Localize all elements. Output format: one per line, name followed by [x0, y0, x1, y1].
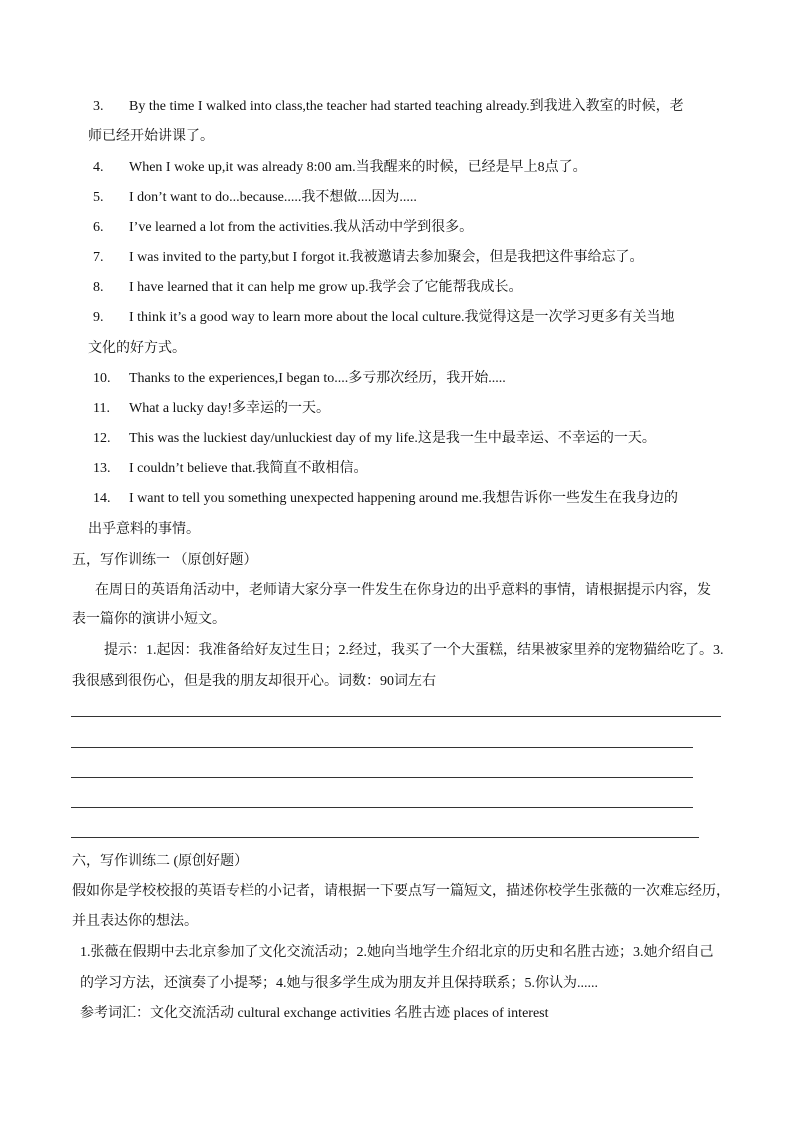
- list-item-continuation: 文化的好方式。: [88, 341, 186, 356]
- answer-line[interactable]: [71, 716, 721, 717]
- hint-text: 提示：1.起因：我准备给好友过生日；2.经过，我买了一个大蛋糕，结果被家里养的宠物猫给吃了。3.: [104, 643, 724, 658]
- paragraph: 假如你是学校校报的英语专栏的小记者，请根据一下要点写一篇短文，描述你校学生张薇的一次难忘经历，: [72, 884, 730, 899]
- section-heading: 六，写作训练二 (原创好题）: [72, 854, 249, 869]
- answer-line[interactable]: [71, 837, 699, 838]
- paragraph: 表一篇你的演讲小短文。: [72, 612, 226, 627]
- paragraph: 并且表达你的想法。: [72, 914, 198, 929]
- paragraph: 在周日的英语角活动中，老师请大家分享一件发生在你身边的出乎意料的事情，请根据提示内容，发: [95, 583, 711, 598]
- points-text: 的学习方法，还演奏了小提琴；4.她与很多学生成为朋友并且保持联系；5.你认为......: [80, 976, 598, 991]
- vocabulary-text: 参考词汇：文化交流活动 cultural exchange activities 名胜古迹 places of interest: [80, 1006, 549, 1021]
- document-page: 3. By the time I walked into class,the teacher had started teaching already.到我进入教室的时候，老 师已经开始讲课了。 4. When I woke up,it was already 8:00 am.当我醒来的时候，已经是早上8点了。 5. I don’t want to do...because.....我不想做....因为..... 6. I’ve learned a lot from the activities.我从活动中学到很多。 7. I was invited to the party,but I forgot it.我被邀请去参加聚会，但是我把这件事给忘了。 8. I have learned that it can help me grow up.我学会了它能帮我成长。 9. I think it’s a good way to learn more about the local culture.我觉得这是一次学习更多有关当地 文化的好方式。 10. Thanks to the experiences,I began to....多亏那次经历，我开始..... 11. What a lucky day!多幸运的一天。 12. This was the luckiest day/unluckiest day of my life.这是我一生中最幸运、不幸运的一天。 13. I couldn’t believe that.我简直不敢相信。 14. I want to tell you something unexpected happening around me.我想告诉你一些发生在我身边的 出乎意料的事情。 五，写作训练一 （原创好题） 在周日的英语角活动中，老师请大家分享一件发生在你身边的出乎意料的事情，请根据提示内容，发 表一篇你的演讲小短文。 提示：1.起因：我准备给好友过生日；2.经过，我买了一个大蛋糕，结果被家里养的宠物猫给吃了。3. 我很感到很伤心，但是我的朋友却很开心。词数：90词左右 六，写作训练二 (原创好题） 假如你是学校校报的英语专栏的小记者，请根据一下要点写一篇短文，描述你校学生张薇的一次难忘经历， 并且表达你的想法。 1.张薇在假期中去北京参加了文化交流活动；2.她向当地学生介绍北京的历史和名胜古迹；3.她介绍自己 的学习方法，还演奏了小提琴；4.她与很多学生成为朋友并且保持联系；5.你认为...... 参考词汇：文化交流活动 cultural exchange activities 名胜古迹 places of interest: [0, 0, 800, 1130]
- hint-text: 我很感到很伤心，但是我的朋友却很开心。词数：90词左右: [72, 674, 436, 689]
- list-item-continuation: 出乎意料的事情。: [88, 522, 200, 537]
- answer-line[interactable]: [71, 747, 693, 748]
- answer-line[interactable]: [71, 777, 693, 778]
- answer-line[interactable]: [71, 807, 693, 808]
- list-item-continuation: 师已经开始讲课了。: [88, 129, 214, 144]
- section-heading: 五，写作训练一 （原创好题）: [72, 553, 258, 568]
- points-text: 1.张薇在假期中去北京参加了文化交流活动；2.她向当地学生介绍北京的历史和名胜古迹；3.她介绍自己: [80, 945, 714, 960]
